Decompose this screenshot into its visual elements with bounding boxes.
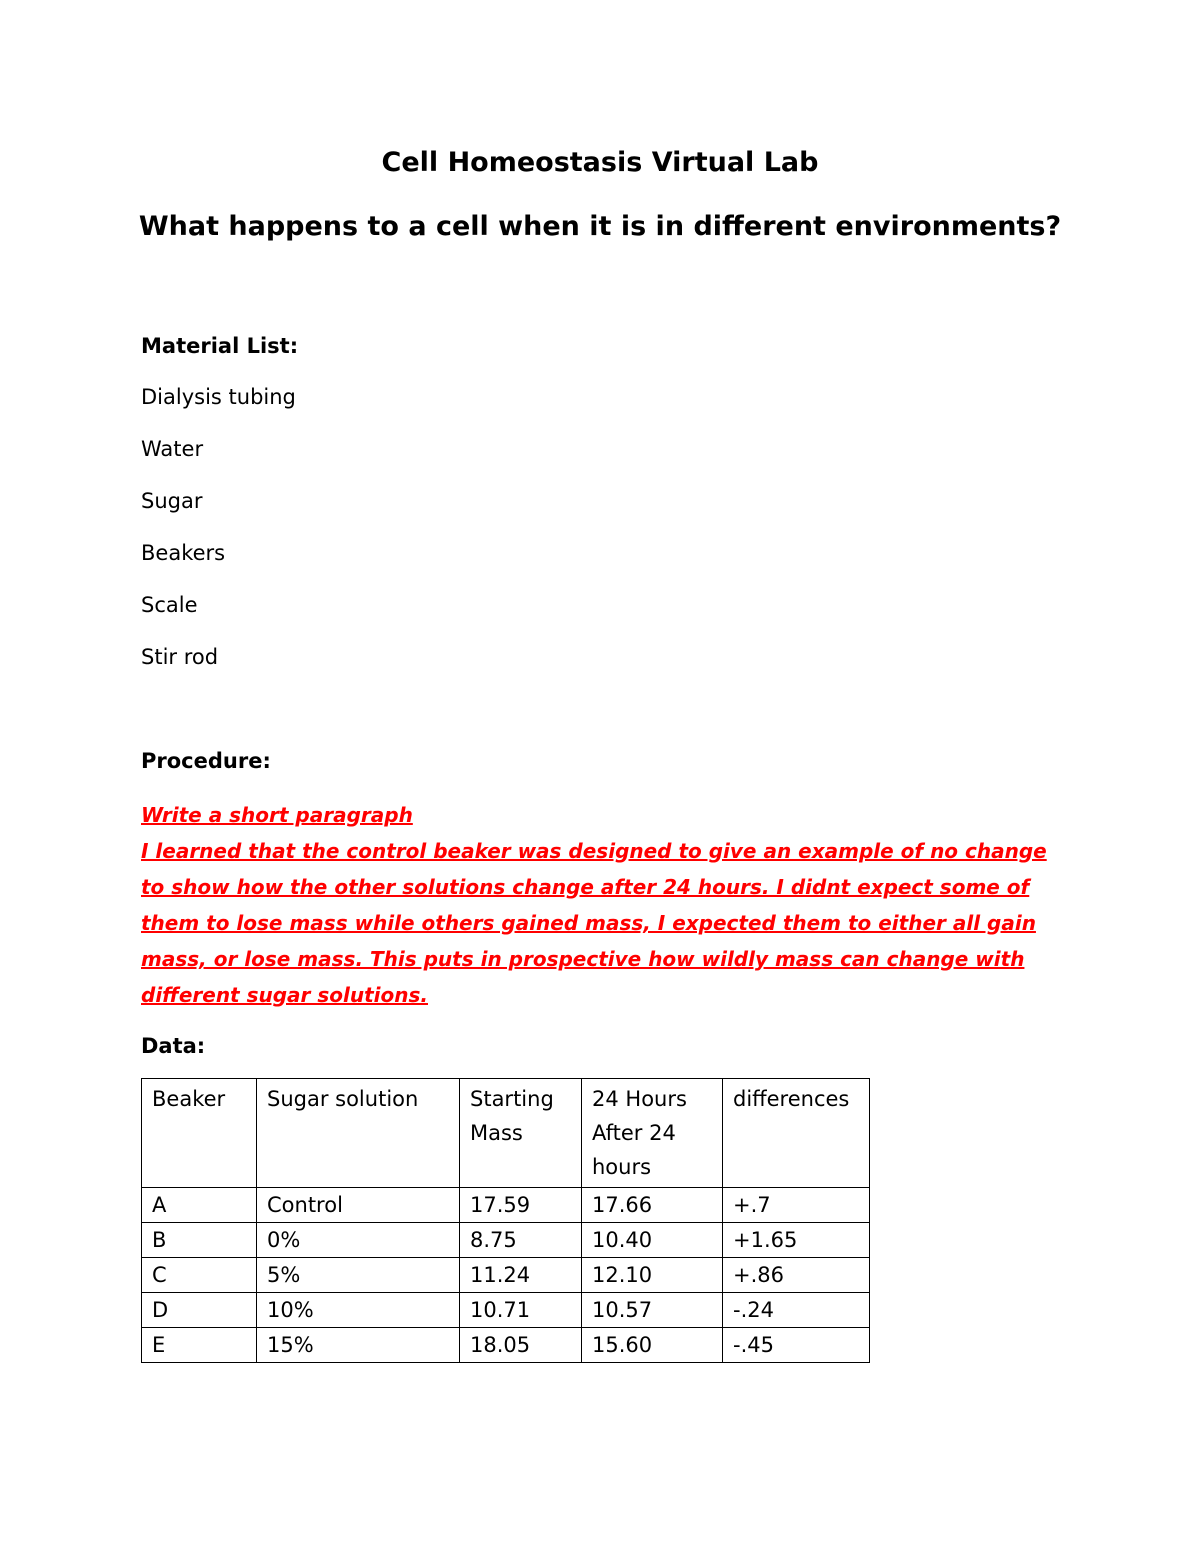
procedure-response	[141, 797, 1071, 1013]
data-table	[141, 1078, 870, 1363]
column-header: Starting Mass	[460, 1079, 582, 1188]
table-cell: +1.65	[723, 1223, 870, 1258]
material-item: Water	[141, 437, 204, 461]
table-row	[142, 1258, 870, 1293]
table-cell: 11.24	[460, 1258, 582, 1293]
column-header: differences	[723, 1079, 870, 1188]
table-cell: 17.66	[582, 1188, 723, 1223]
material-item: Scale	[141, 593, 198, 617]
table-cell: B	[142, 1223, 257, 1258]
table-cell: 10.40	[582, 1223, 723, 1258]
table-cell: +.7	[723, 1188, 870, 1223]
table-cell: -.24	[723, 1293, 870, 1328]
procedure-prompt: Write a short paragraph	[141, 803, 413, 827]
table-cell: C	[142, 1258, 257, 1293]
table-row	[142, 1188, 870, 1223]
table-cell: 10.71	[460, 1293, 582, 1328]
column-header: Sugar solution	[257, 1079, 460, 1188]
document-question: What happens to a cell when it is in different environments?	[138, 211, 1062, 242]
table-row	[142, 1293, 870, 1328]
material-list-heading: Material List:	[141, 334, 299, 358]
table-cell: 18.05	[460, 1328, 582, 1363]
table-row	[142, 1223, 870, 1258]
table-cell: 5%	[257, 1258, 460, 1293]
table-cell: -.45	[723, 1328, 870, 1363]
table-cell: Control	[257, 1188, 460, 1223]
column-header: 24 Hours After 24 hours	[582, 1079, 723, 1188]
material-item: Stir rod	[141, 645, 219, 669]
table-cell: 15.60	[582, 1328, 723, 1363]
table-header-row	[142, 1079, 870, 1188]
table-cell: 0%	[257, 1223, 460, 1258]
procedure-answer: I learned that the control beaker was designed to give an example of no change to show how the other solutions change after 24 hours. I didnt expect some of them to lose mass while others gained mass, I expected them to either all gain mass, or lose mass. This puts in prospective how wildly mass can change with different sugar solutions.	[141, 839, 1047, 1007]
material-item: Sugar	[141, 489, 203, 513]
document-title: Cell Homeostasis Virtual Lab	[381, 147, 819, 178]
material-list	[141, 382, 296, 694]
table-cell: D	[142, 1293, 257, 1328]
table-cell: E	[142, 1328, 257, 1363]
table-cell: 12.10	[582, 1258, 723, 1293]
table-cell: 17.59	[460, 1188, 582, 1223]
table-cell: +.86	[723, 1258, 870, 1293]
table-cell: 8.75	[460, 1223, 582, 1258]
procedure-heading: Procedure:	[141, 749, 271, 773]
table-row	[142, 1328, 870, 1363]
material-item: Dialysis tubing	[141, 385, 296, 409]
table-cell: A	[142, 1188, 257, 1223]
table-cell: 10.57	[582, 1293, 723, 1328]
table-cell: 10%	[257, 1293, 460, 1328]
material-item: Beakers	[141, 541, 226, 565]
data-heading: Data:	[141, 1034, 206, 1058]
column-header: Beaker	[142, 1079, 257, 1188]
table-cell: 15%	[257, 1328, 460, 1363]
